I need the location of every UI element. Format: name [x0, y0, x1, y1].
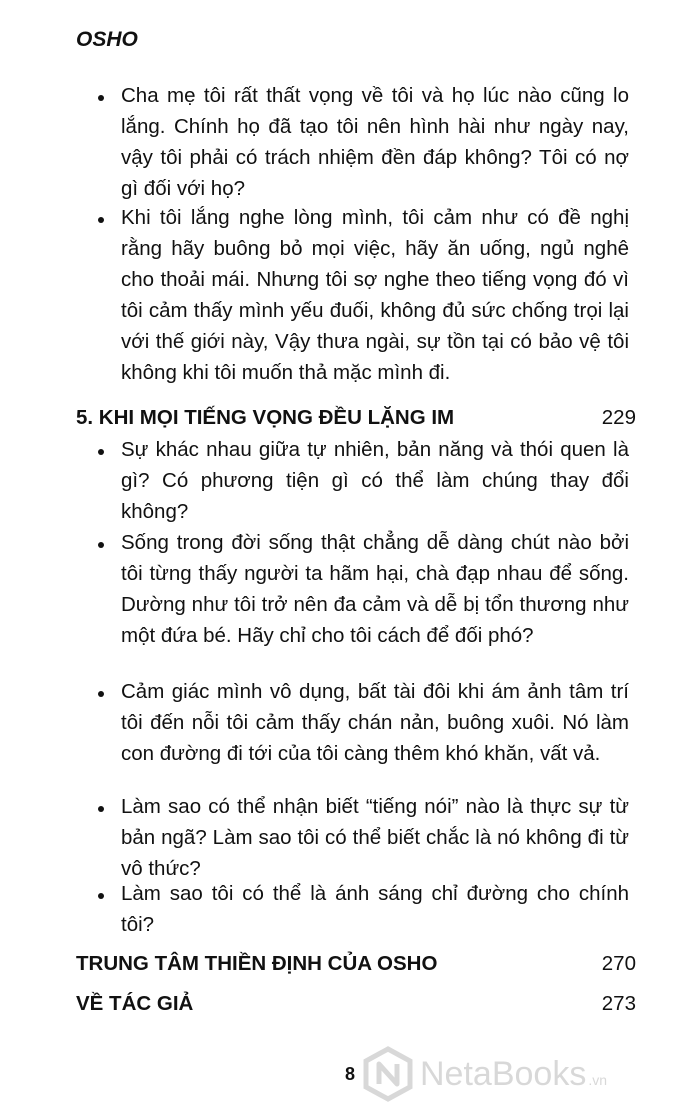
bullet-dot-icon [98, 217, 104, 223]
toc-entry-page: 273 [601, 992, 636, 1015]
bullet-dot-icon [98, 542, 104, 548]
question-text: Khi tôi lắng nghe lòng mình, tôi cảm như có đề nghị rằng hãy buông bỏ mọi việc, hãy ăn uống, ngủ nghê cho thoải mái. Nhưng tôi sợ nghe theo tiếng vọng đó vì tôi cảm thấy mình yếu đuối, không đủ sức chống trọi lại với thế giới này, Vậy thưa ngài, sự tồn tại có bảo vệ tôi không khi tôi muốn thả mặc mình đi. [121, 206, 629, 384]
question-text: Cảm giác mình vô dụng, bất tài đôi khi ám ảnh tâm trí tôi đến nỗi tôi cảm thấy chán nản, buông xuôi. Nó làm con đường đi tới của tôi càng thêm khó khăn, vất vả. [121, 680, 629, 765]
watermark [362, 1046, 607, 1102]
bullet-dot-icon [98, 449, 104, 455]
hexagon-n-logo-icon [362, 1046, 414, 1102]
question-text: Cha mẹ tôi rất thất vọng về tôi và họ lúc nào cũng lo lắng. Chính họ đã tạo tôi nên hình hài như ngày nay, vậy tôi phải có trách nhiệm đền đáp không? Tôi có nợ gì đối với họ? [121, 84, 629, 200]
toc-entry-section-5 [76, 406, 636, 430]
page-number: 8 [344, 1064, 355, 1084]
bullet-dot-icon [98, 806, 104, 812]
question-text: Sống trong đời sống thật chẳng dễ dàng chút nào bởi tôi từng thấy người ta hãm hại, chà đạp nhau để sống. Dường như tôi trở nên đa cảm và dễ bị tổn thương như một đứa bé. Hãy chỉ cho tôi cách để đối phó? [121, 531, 629, 647]
toc-entry-title: 5. KHI MỌI TIẾNG VỌNG ĐỀU LẶNG IM [76, 406, 455, 429]
bullet-dot-icon [98, 95, 104, 101]
question-text: Làm sao có thể nhận biết “tiếng nói” nào là thực sự từ bản ngã? Làm sao tôi có thể biết chắc là nó không đi từ vô thức? [121, 795, 629, 880]
watermark-brand: NetaBooks [420, 1054, 587, 1093]
toc-entry-page: 270 [601, 952, 636, 975]
watermark-suffix: .vn [588, 1072, 608, 1088]
bullet-dot-icon [98, 893, 104, 899]
toc-entry-about-author [76, 992, 636, 1016]
running-header: OSHO [76, 28, 138, 51]
question-text: Làm sao tôi có thể là ánh sáng chỉ đường cho chính tôi? [121, 882, 629, 936]
question-text: Sự khác nhau giữa tự nhiên, bản năng và thói quen là gì? Có phương tiện gì có thể làm chúng thay đổi không? [121, 438, 629, 523]
toc-entry-page: 229 [601, 406, 636, 429]
toc-entry-title: TRUNG TÂM THIỀN ĐỊNH CỦA OSHO [76, 952, 438, 975]
toc-entry-meditation-center [76, 952, 636, 976]
toc-entry-title: VỀ TÁC GIẢ [76, 992, 194, 1015]
bullet-dot-icon [98, 691, 104, 697]
